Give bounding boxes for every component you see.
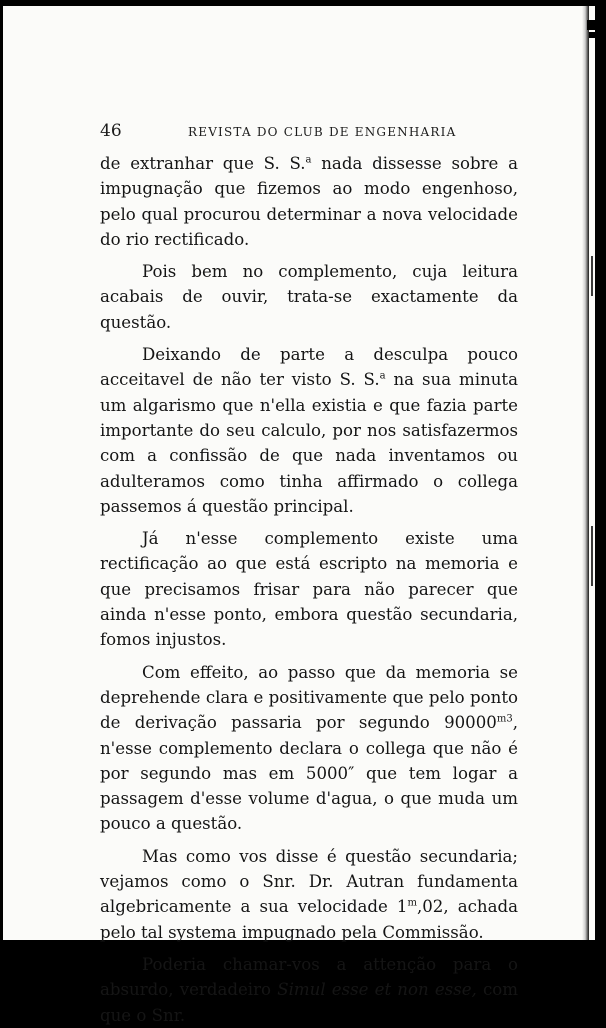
superscript: a (305, 154, 312, 166)
scan-edge-mark (591, 256, 593, 296)
page-edge-shadow (582, 6, 589, 940)
paragraph (100, 342, 518, 519)
page-number: 46 (100, 121, 122, 141)
running-title: REVISTA DO CLUB DE ENGENHARIA (188, 125, 457, 139)
scan-edge-mark (587, 20, 595, 30)
paragraph (100, 151, 518, 252)
scan-edge-mark (591, 526, 593, 586)
paragraph-text: Mas como vos disse é questão secundaria; vejamos como o Snr. Dr. Autran fundamenta algebricamente a sua velocidade 1 (100, 846, 518, 917)
body-text (100, 151, 518, 1028)
paragraph (100, 660, 518, 837)
paragraph-text: ,02, achada pelo tal systema impugnado pela Commissão. (100, 897, 518, 942)
paragraph (100, 526, 518, 652)
paragraph-text: de extranhar que S. S. (100, 154, 306, 173)
paragraph (100, 259, 518, 335)
paragraph-text: Deixando de parte a desculpa pouco acceitavel de não ter visto S. S. (100, 345, 518, 390)
paragraph-text: Poderia chamar-vos a attenção para o absurdo, verdadeiro (100, 954, 518, 1000)
latin-phrase: Simul esse et non esse, (277, 980, 477, 1000)
superscript: a (379, 370, 386, 382)
paragraph-text: , n'esse complemento declara o collega que não é por segundo mas em 5000″ que tem logar a passagem d'esse volume d'agua, o que muda um pouco a questão. (100, 713, 518, 834)
paragraph-text: nada dissesse sobre a impugnação que fizemos ao modo engenhoso, pelo qual procurou determinar a nova velocidade do rio rectificado. (100, 154, 518, 249)
paragraph-text: Com effeito, ao passo que da memoria se deprehende clara e positivamente que pelo ponto de derivação passaria por segundo 90000 (100, 662, 518, 733)
paragraph (100, 952, 518, 1028)
paragraph-text: Já n'esse complemento existe uma rectificação ao que está escripto na memoria e que precisamos frisar para não parecer que ainda n'esse ponto, embora questão secundaria, fomos injustos. (100, 529, 518, 650)
superscript: m3 (496, 713, 513, 725)
scan-edge-mark (589, 32, 595, 38)
paragraph-text: na sua minuta um algarismo que n'ella existia e que fazia parte importante do seu calculo, por nos satisfazermos com a confissão de que nada inventamos ou adulteramos como tinha affirmado o collega passemos á questão principal. (100, 370, 518, 516)
paragraph (100, 844, 518, 945)
paragraph-text: com que o Snr. (100, 980, 519, 1025)
superscript: m (407, 897, 417, 909)
book-page (3, 6, 595, 1025)
paragraph-text: Pois bem no complemento, cuja leitura acabais de ouvir, trata-se exactamente da questão. (100, 262, 518, 332)
page-header (100, 121, 516, 145)
